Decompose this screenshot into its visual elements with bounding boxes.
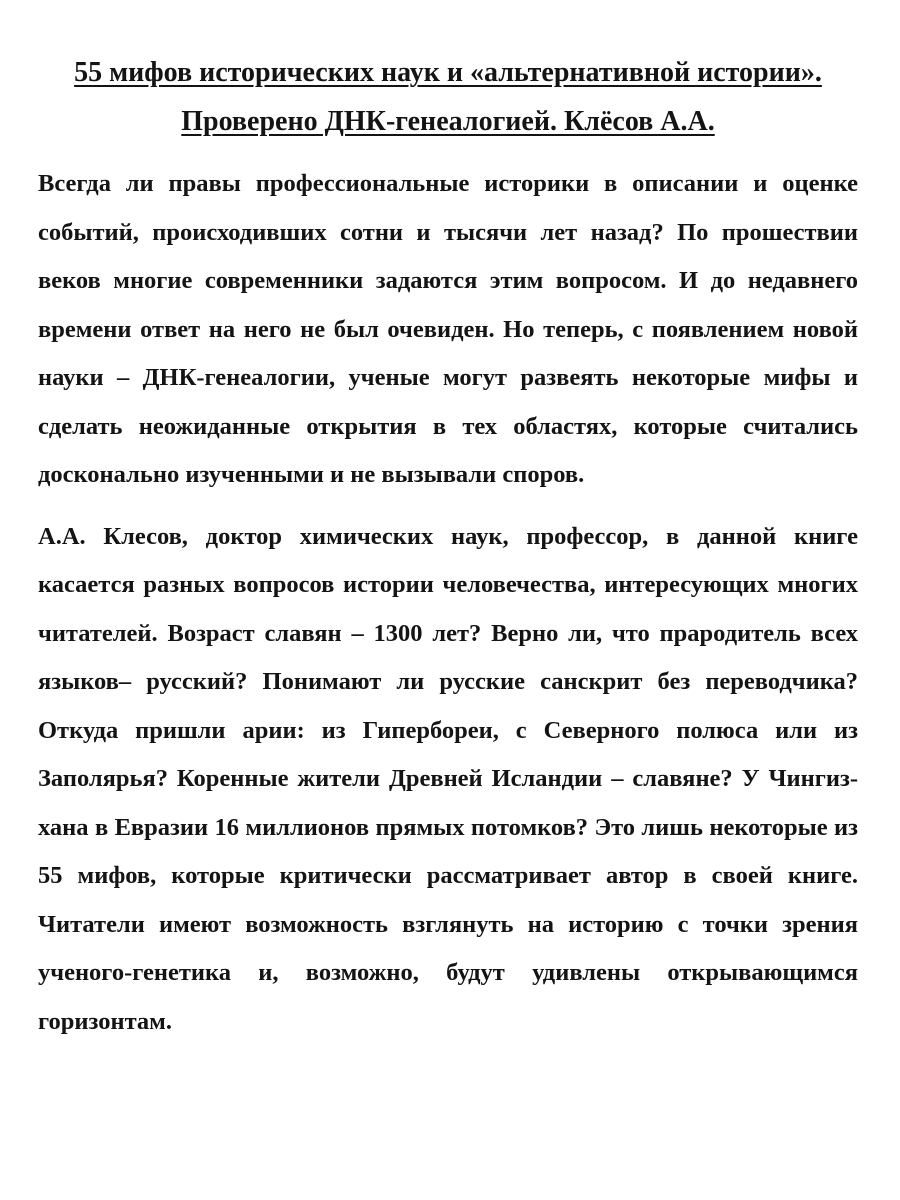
document-title: 55 мифов исторических наук и «альтернативной истории». Проверено ДНК-генеалогией. Клёсов А.А.: [74, 57, 822, 137]
paragraph-author-description: А.А. Клесов, доктор химических наук, профессор, в данной книге касается разных вопросов истории человечества, интересующих многих читателей. Возраст славян – 1300 лет? Верно ли, что прародитель всех языков– русский? Понимают ли русские санскрит без переводчика? Откуда пришли арии: из Гипербореи, с Северного полюса или из Заполярья? Коренные жители Древней Исландии – славяне? У Чингиз-хана в Евразии 16 миллионов прямых потомков? Это лишь некоторые из 55 мифов, которые критически рассматривает автор в своей книге. Читатели имеют возможность взглянуть на историю с точки зрения ученого-генетика и, возможно, будут удивлены открывающимся горизонтам.: [38, 522, 858, 1035]
paragraph-intro: Всегда ли правы профессиональные историки в описании и оценке событий, происходивших сотни и тысячи лет назад? По прошествии веков многие современники задаются этим вопросом. И до недавнего времени ответ на него не был очевиден. Но теперь, с появлением новой науки – ДНК-генеалогии, ученые могут развеять некоторые мифы и сделать неожиданные открытия в тех областях, которые считались досконально изученными и не вызывали споров.: [38, 170, 858, 488]
document-page: [38, 48, 858, 1046]
